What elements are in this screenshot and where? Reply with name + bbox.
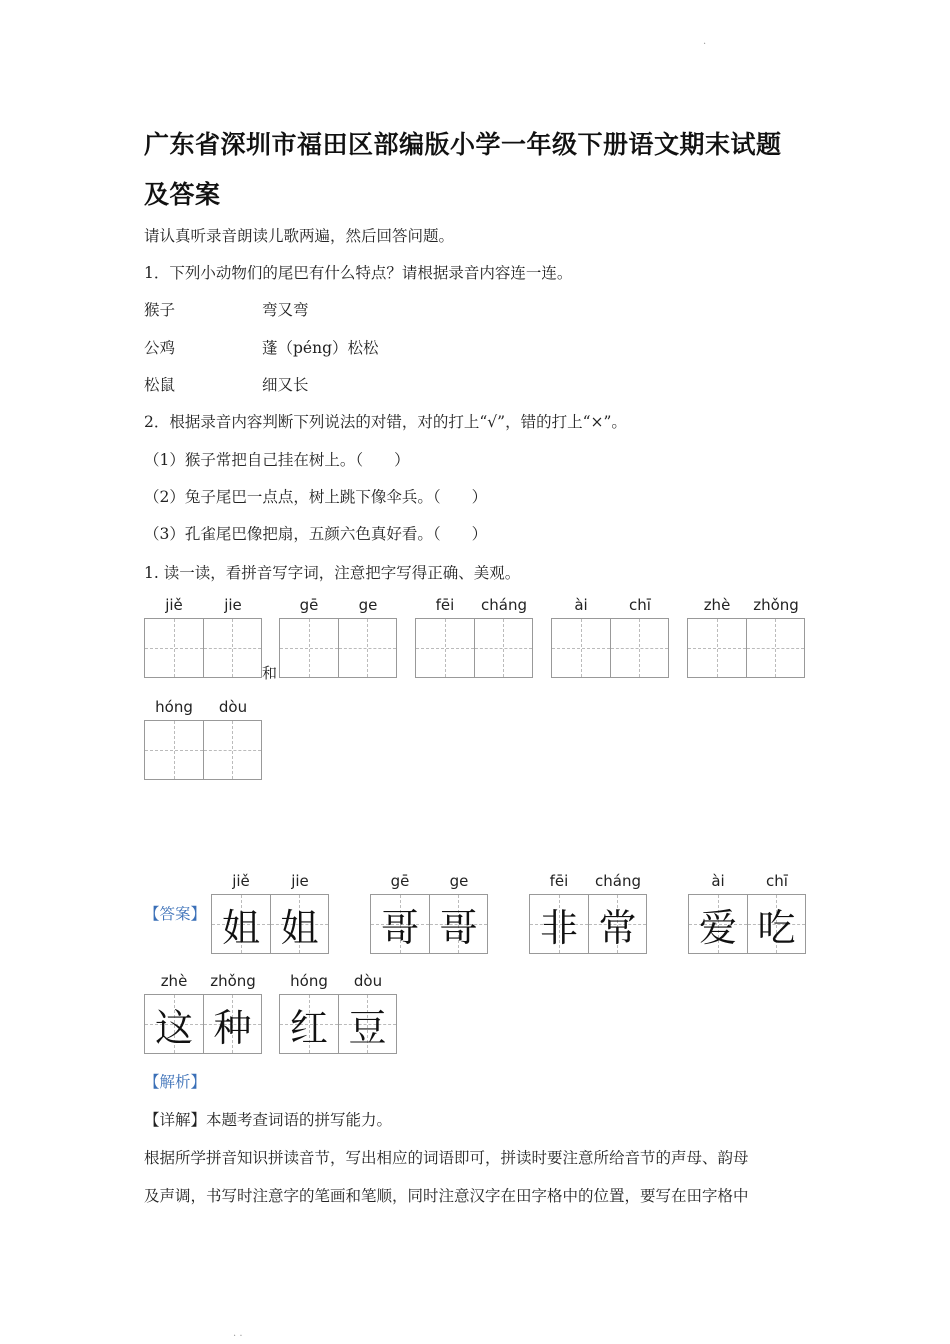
q1-animal-2: 公鸡 [144, 339, 176, 357]
tianzige-grid [211, 894, 329, 954]
tianzige-grid[interactable] [279, 618, 397, 678]
answer-char: 豆 [348, 1005, 387, 1050]
analysis-para-line1: 根据所学拼音知识拼读音节，写出相应的词语即可，拼读时要注意所给音节的声母、韵母 [144, 1149, 749, 1167]
pinyin-label: zhè [160, 972, 188, 990]
analysis-para-line2: 及声调，书写时注意字的笔画和笔顺，同时注意汉字在田字格中的位置，要写在田字格中 [144, 1187, 749, 1205]
tianzige-grid[interactable] [144, 618, 262, 678]
q1-trait-3: 细又长 [262, 376, 309, 394]
pinyin-label: hóng [290, 972, 328, 990]
answer-char: 吃 [757, 905, 796, 950]
q2-item-1: （1）猴子常把自己挂在树上。（ ） [144, 451, 410, 469]
pinyin-label: cháng [595, 872, 641, 890]
intro-text: 请认真听录音朗读儿歌两遍，然后回答问题。 [144, 227, 455, 245]
pinyin-label: cháng [481, 596, 527, 614]
tianzige-grid [529, 894, 647, 954]
tianzige-grid [370, 894, 488, 954]
tianzige-grid [279, 994, 397, 1054]
tianzige-grid[interactable] [144, 720, 262, 780]
pinyin-label: hóng [155, 698, 193, 716]
answer-char: 哥 [439, 905, 478, 950]
answer-char: 姐 [221, 905, 260, 950]
q2-item-3: （3）孔雀尾巴像把扇，五颜六色真好看。（ ） [144, 525, 488, 543]
q2-prompt: 2．根据录音内容判断下列说法的对错，对的打上“√”，错的打上“×”。 [144, 413, 627, 431]
answer-char: 哥 [380, 905, 419, 950]
tianzige-grid [688, 894, 806, 954]
tianzige-grid[interactable] [551, 618, 669, 678]
pinyin-label: ài [711, 872, 725, 890]
answer-char: 爱 [698, 905, 737, 950]
q1-trait-2: 蓬（péng）松松 [262, 339, 379, 357]
pinyin-label: ài [574, 596, 588, 614]
pinyin-label: ge [358, 596, 378, 614]
pinyin-label: zhǒng [210, 972, 256, 990]
answer-char: 这 [154, 1005, 193, 1050]
tianzige-grid [144, 994, 262, 1054]
pinyin-label: jie [291, 872, 309, 890]
page-title-line1: 广东省深圳市福田区部编版小学一年级下册语文期末试题 [144, 130, 782, 159]
q3-prompt: 1. 读一读，看拼音写字词，注意把字写得正确、美观。 [144, 564, 521, 582]
connector-text: 和 [262, 664, 278, 682]
pinyin-label: zhè [703, 596, 731, 614]
pinyin-label: fēi [549, 872, 569, 890]
answer-char: 红 [289, 1005, 328, 1050]
q1-animal-1: 猴子 [144, 301, 176, 319]
q1-trait-1: 弯又弯 [262, 301, 309, 319]
answer-label: 【答案】 [144, 905, 207, 923]
pinyin-label: fēi [435, 596, 455, 614]
pinyin-label: jiě [165, 596, 183, 614]
analysis-label: 【解析】 [144, 1073, 207, 1091]
q1-prompt: 1．下列小动物们的尾巴有什么特点？请根据录音内容连一连。 [144, 264, 573, 282]
tianzige-grid[interactable] [687, 618, 805, 678]
answer-char: 非 [539, 905, 578, 950]
pinyin-label: chī [766, 872, 788, 890]
pinyin-label: gē [390, 872, 410, 890]
top-mark: . [703, 36, 707, 47]
analysis-detail: 【详解】本题考查词语的拼写能力。 [144, 1111, 393, 1129]
q1-animal-3: 松鼠 [144, 376, 176, 394]
page-title-line2: 及答案 [144, 180, 221, 209]
pinyin-label: jie [224, 596, 242, 614]
pinyin-label: jiě [232, 872, 250, 890]
tianzige-grid[interactable] [415, 618, 533, 678]
pinyin-label: dòu [353, 972, 383, 990]
answer-char: 种 [213, 1005, 252, 1050]
answer-char: 常 [598, 905, 637, 950]
pinyin-label: chī [629, 596, 651, 614]
pinyin-label: gē [299, 596, 319, 614]
answer-char: 姐 [280, 905, 319, 950]
pinyin-label: dòu [218, 698, 248, 716]
pinyin-label: zhǒng [753, 596, 799, 614]
pinyin-label: ge [449, 872, 469, 890]
q2-item-2: （2）兔子尾巴一点点，树上跳下像伞兵。（ ） [144, 488, 488, 506]
bottom-mark: . . [233, 1328, 243, 1339]
